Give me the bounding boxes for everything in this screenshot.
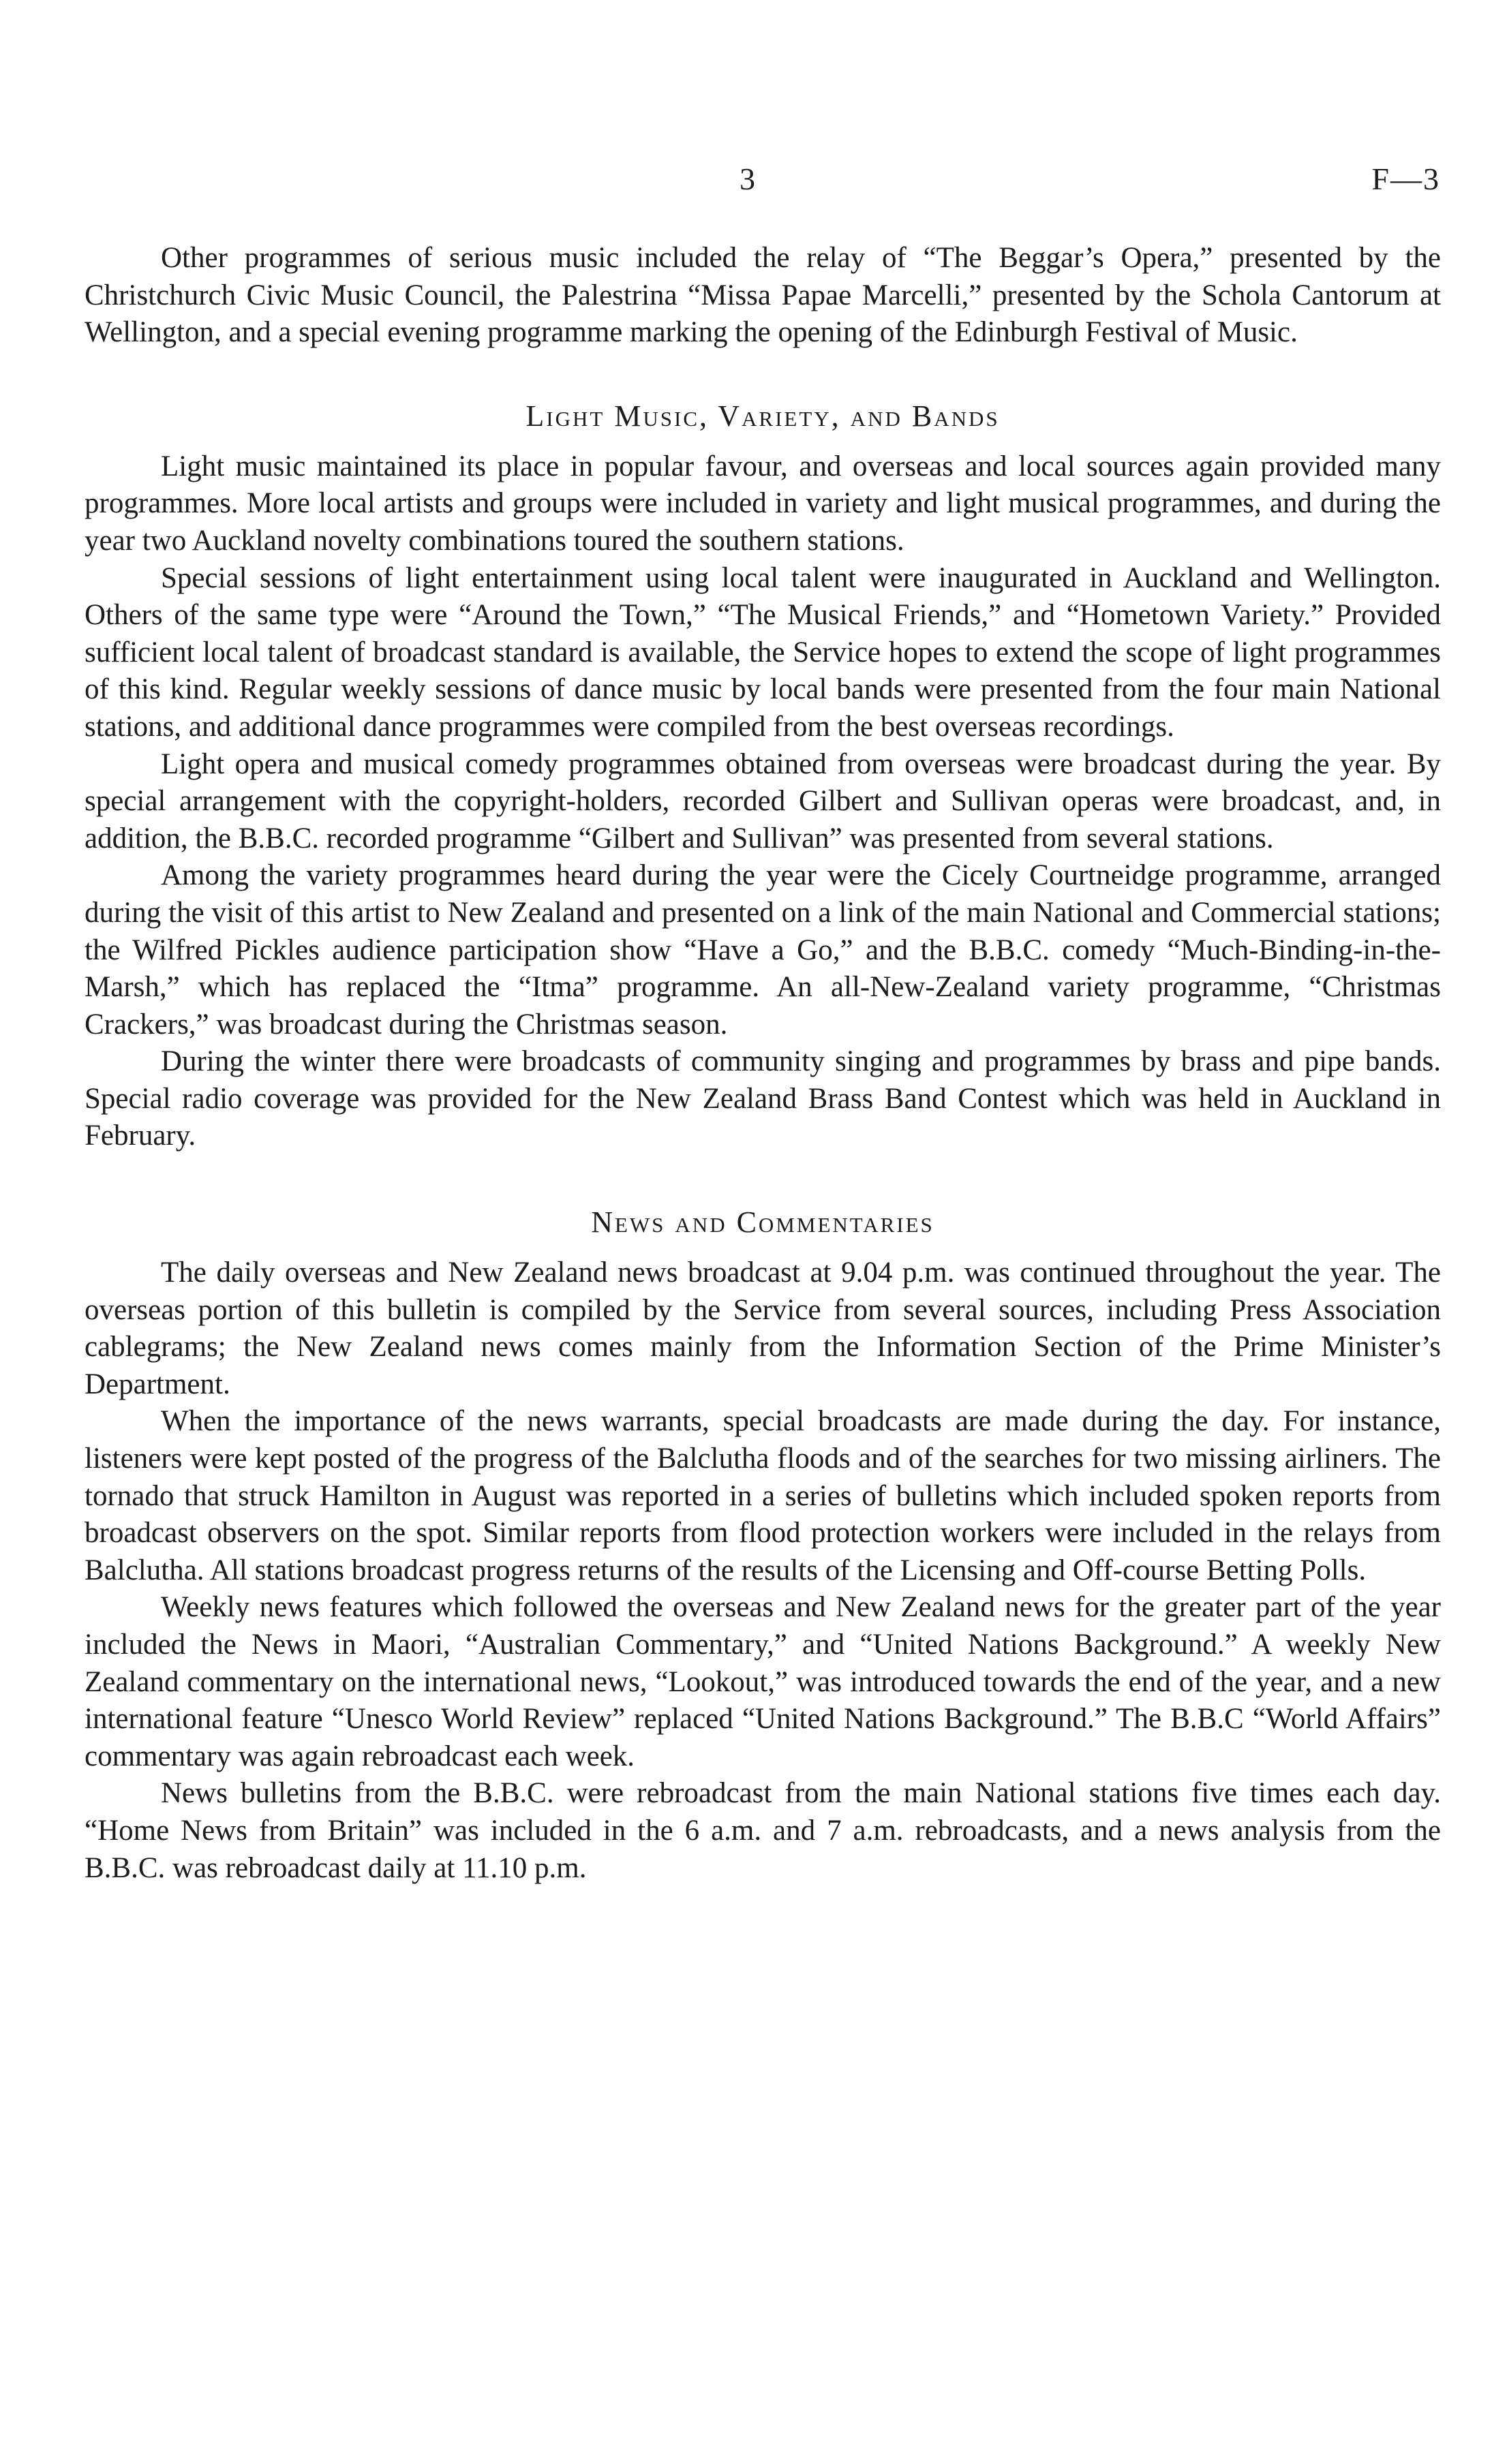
- page-number: 3: [740, 161, 755, 196]
- paragraph: When the importance of the news warrants, special broadcasts are made during the day. For instance, listeners were kept posted of the progress of the Balclutha floods and of the searches for two missing airliners. The tornado that struck Hamilton in August was reported in a series of bulletins which included spoken reports from broadcast observers on the spot. Similar reports from flood protection workers were included in the relays from Balclutha. All stations broadcast progress returns of the results of the Licensing and Off-course Betting Polls.: [85, 1405, 1441, 1586]
- section-serious-music: [85, 240, 1441, 352]
- section-news: [85, 1204, 1441, 1887]
- paragraph: Weekly news features which followed the overseas and New Zealand news for the greater part of the year included the News in Maori, “Australian Commentary,” and “United Nations Background.” A weekly New Zealand commentary on the international news, “Lookout,” was introduced towards the end of the year, and a new international feature “Unesco World Review” replaced “United Nations Background.” The B.B.C “World Affairs” commentary was again rebroadcast each week.: [85, 1591, 1441, 1772]
- paragraph: Light opera and musical comedy programmes obtained from overseas were broadcast during the year. By special arrangement with the copyright-holders, recorded Gilbert and Sullivan operas were broadcast, and, in addition, the B.B.C. recorded programme “Gilbert and Sullivan” was presented from several stations.: [85, 748, 1441, 854]
- paragraph: Among the variety programmes heard during the year were the Cicely Courtneidge programme, arranged during the visit of this artist to New Zealand and presented on a link of the main National and Commercial stations; the Wilfred Pickles audience participation show “Have a Go,” and the B.B.C. comedy “Much-Binding-in-the-Marsh,” which has replaced the “Itma” programme. An all-New-Zealand variety programme, “Christmas Crackers,” was broadcast during the Christmas season.: [85, 859, 1441, 1041]
- page-header: [0, 161, 1507, 202]
- section-heading: News and Commentaries: [591, 1205, 934, 1239]
- section-heading: Light Music, Variety, and Bands: [526, 399, 1000, 433]
- section-light-music: [85, 398, 1441, 1155]
- paragraph: During the winter there were broadcasts of community singing and programmes by brass and pipe bands. Special radio coverage was provided for the New Zealand Brass Band Contest which was held in Auckland in February.: [85, 1045, 1441, 1152]
- paragraph: The daily overseas and New Zealand news broadcast at 9.04 p.m. was continued throughout the year. The overseas portion of this bulletin is compiled by the Service from several sources, including Press Association cablegrams; the New Zealand news comes mainly from the Information Section of the Prime Minister’s Department.: [85, 1257, 1441, 1400]
- paragraph: Light music maintained its place in popular favour, and overseas and local sources again provided many programmes. More local artists and groups were included in variety and light musical programmes, and during the year two Auckland novelty combinations toured the southern stations.: [85, 450, 1441, 557]
- document-code: F—3: [1371, 161, 1440, 196]
- paragraph: News bulletins from the B.B.C. were rebroadcast from the main National stations five times each day. “Home News from Britain” was included in the 6 a.m. and 7 a.m. rebroadcasts, and a news analysis from the B.B.C. was rebroadcast daily at 11.10 p.m.: [85, 1777, 1441, 1884]
- paragraph: Other programmes of serious music included the relay of “The Beggar’s Opera,” presented by the Christchurch Civic Music Council, the Palestrina “Missa Papae Marcelli,” presented by the Schola Cantorum at Wellington, and a special evening programme marking the opening of the Edinburgh Festival of Music.: [85, 242, 1441, 349]
- body-text: [85, 240, 1441, 1887]
- paragraph: Special sessions of light entertainment using local talent were inaugurated in Auckland and Wellington. Others of the same type were “Around the Town,” “The Musical Friends,” and “Hometown Variety.” Provided sufficient local talent of broadcast standard is available, the Service hopes to extend the scope of light programmes of this kind. Regular weekly sessions of dance music by local bands were presented from the four main National stations, and additional dance programmes were compiled from the best overseas recordings.: [85, 561, 1441, 743]
